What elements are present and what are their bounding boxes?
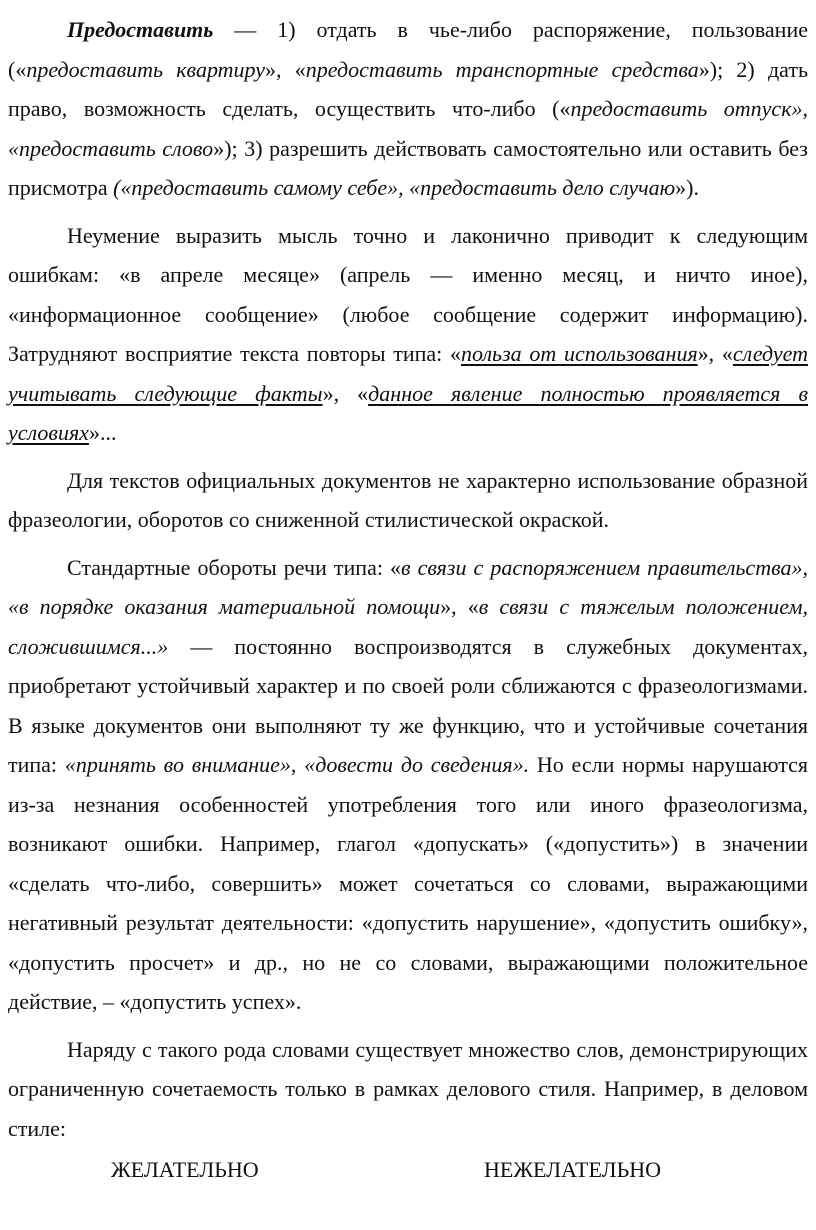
paragraph-limited-compatibility: Наряду с такого рода словами существует множество слов, демонстрирующих ограниченную сочетаемость только в рамках делового стиля. Например, в деловом стиле:	[8, 1036, 808, 1141]
underlined-example: следует учитывать следующие факты	[8, 341, 809, 406]
term-headword: Предоставить	[67, 17, 214, 42]
column-undesirable: НЕЖЕЛАТЕЛЬНО	[484, 1157, 661, 1182]
column-desirable: ЖЕЛАТЕЛЬНО	[111, 1157, 259, 1182]
paragraph-definition: Предоставить — 1) отдать в чье-либо распоряжение, пользование («предоставить квартиру», «предоставить транспортные средства»); 2) дать право, возможность сделать, осуществить что-либо («предоставить отпуск», «предоставить слово»); 3) разрешить действовать самостоятельно или оставить без присмотра («предоставить самому себе», «предоставить дело случаю»).	[8, 17, 808, 200]
paragraph-standard-phrases: Стандартные обороты речи типа: «в связи с распоряжением правительства», «в порядке оказания материальной помощи», «в связи с тяжелым положением, сложившимся...» — постоянно воспроизводятся в служебных документах, приобретают устойчивый характер и по своей роли сближаются с фразеологизмами. В языке документов они выполняют ту же функцию, что и устойчивые сочетания типа: «принять во внимание», «довести до сведения». Но если нормы нарушаются из-за незнания особенностей употребления того или иного фразеологизма, возникают ошибки. Например, глагол «допускать» («допустить») в значении «сделать что-либо, совершить» может сочетаться со словами, выражающими негативный результат деятельности: «допустить нарушение», «допустить ошибку», «допустить просчет» и др., но не со словами, выражающими положительное действие, – «допустить успех».	[8, 554, 808, 1014]
paragraph-official-style: Для текстов официальных документов не характерно использование образной фразеологии, оборотов со сниженной стилистической окраской.	[8, 467, 808, 532]
paragraph-errors: Неумение выразить мысль точно и лаконично приводит к следующим ошибкам: «в апреле месяце» (апрель — именно месяц, и ничто иное), «информационное сообщение» (любое сообщение содержит информацию). Затрудняют восприятие текста повторы типа: «польза от использования», «следует учитывать следующие факты», «данное явление полностью проявляется в условиях»...	[8, 222, 809, 445]
underlined-example: польза от использования	[461, 341, 698, 366]
comparison-columns-header	[8, 1150, 808, 1190]
underlined-example: данное явление полностью проявляется в условиях	[8, 380, 808, 445]
